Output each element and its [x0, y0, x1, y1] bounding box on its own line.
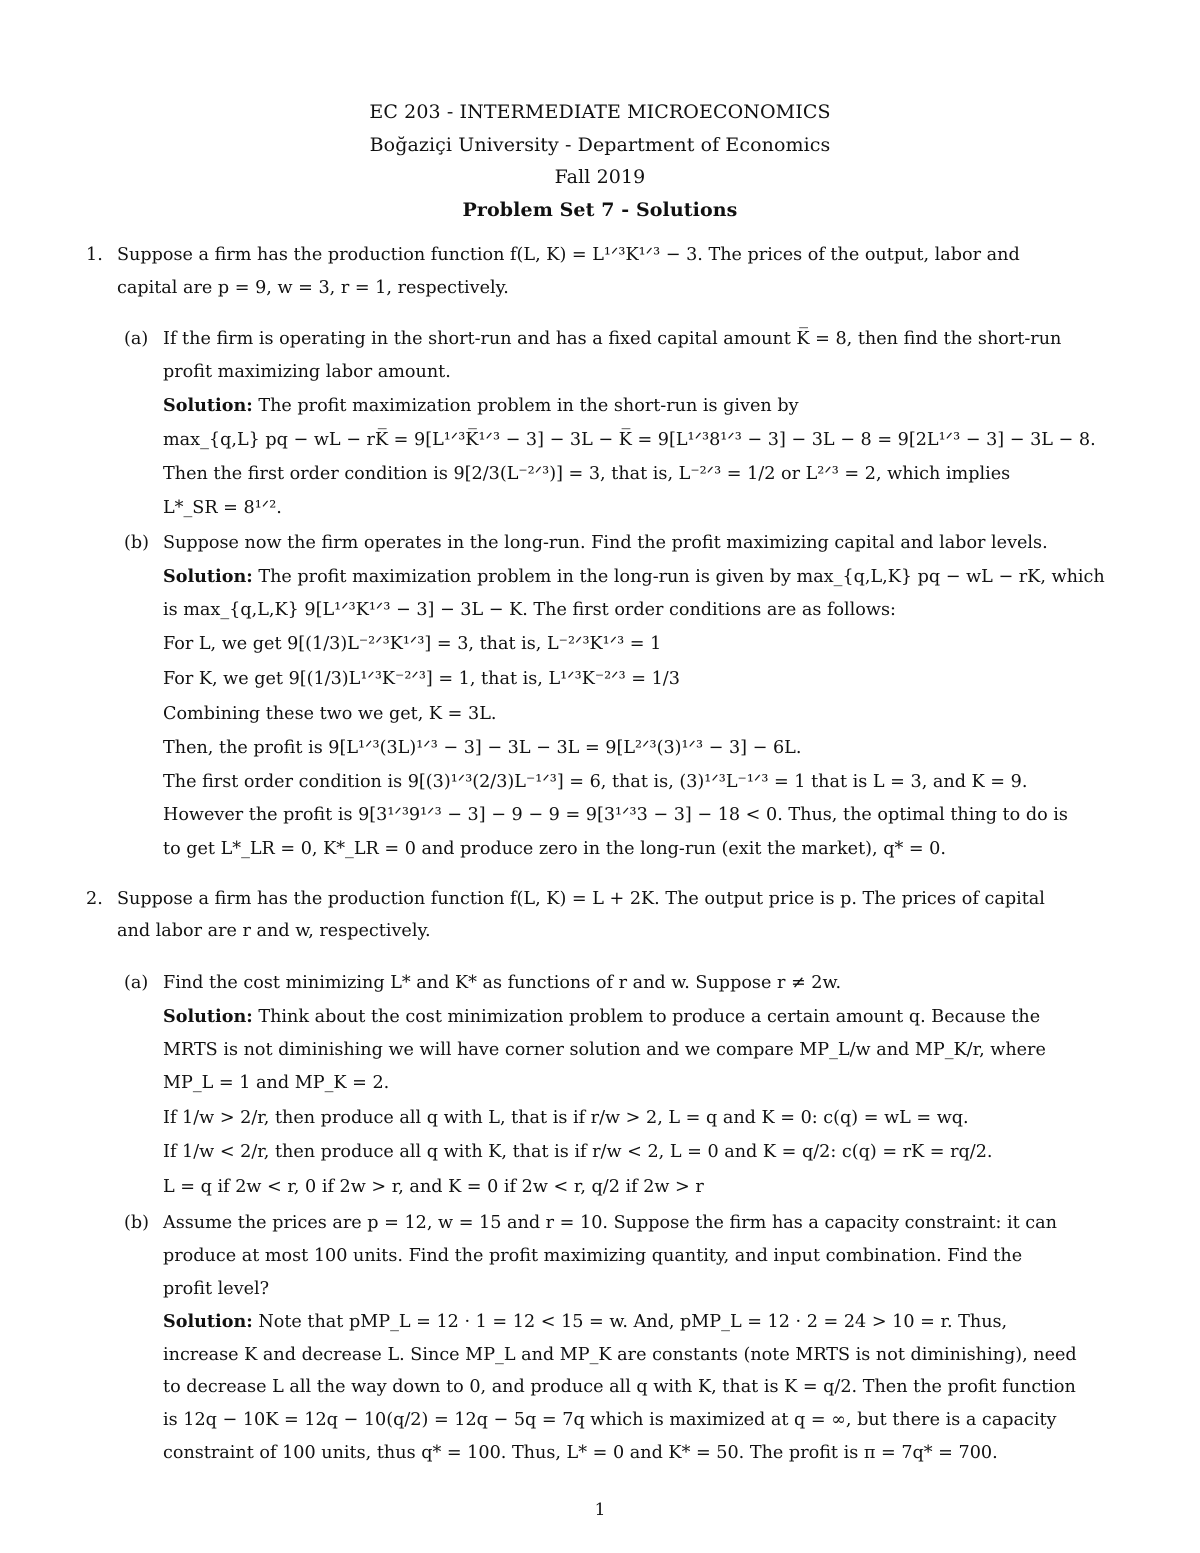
q1a-label: (a): [124, 329, 149, 349]
q1b-label: (b): [124, 533, 149, 553]
q2b-solution-line1: [163, 1310, 1007, 1334]
solution-label: Solution:: [163, 1006, 253, 1027]
problem-set-title: Problem Set 7 - Solutions: [462, 198, 738, 221]
q1b-solution-line6: Then, the profit is 9[L¹ᐟ³(3L)¹ᐟ³ − 3] − 3L − 3L = 9[L²ᐟ³(3)¹ᐟ³ − 3] − 6L.: [163, 738, 802, 758]
q1b-solution-line8: However the profit is 9[3¹ᐟ³9¹ᐟ³ − 3] − 9 − 9 = 9[3¹ᐟ³3 − 3] − 18 < 0. Thus, the optimal thing to do is: [163, 805, 1068, 825]
q2a-line1: Find the cost minimizing L* and K* as functions of r and w. Suppose r ≠ 2w.: [163, 973, 842, 993]
page-number: 1: [594, 1500, 606, 1520]
q2a-solution-line5: If 1/w < 2/r, then produce all q with K, that is if r/w < 2, L = 0 and K = q/2: c(q) = rK = rq/2.: [163, 1142, 993, 1162]
q2a-solution-line1: [163, 1005, 1040, 1029]
solution-label: Solution:: [163, 1311, 253, 1332]
q1a-solution-line2: max_{q,L} pq − wL − rK̅ = 9[L¹ᐟ³K̅¹ᐟ³ − 3] − 3L − K̅ = 9[L¹ᐟ³8¹ᐟ³ − 3] − 3L − 8 = 9[2L¹ᐟ³ − 3] − 3L − 8.: [163, 430, 1096, 450]
university-line: Boğaziçi University - Department of Economics: [369, 133, 831, 156]
q2a-solution-line6: L = q if 2w < r, 0 if 2w > r, and K = 0 if 2w < r, q/2 if 2w > r: [163, 1177, 704, 1197]
q2b-solution-text: Note that pMP_L = 12 · 1 = 12 < 15 = w. And, pMP_L = 12 · 2 = 24 > 10 = r. Thus,: [252, 1312, 1008, 1332]
q1b-solution-line1: [163, 565, 1105, 589]
q2b-solution-line3: to decrease L all the way down to 0, and produce all q with K, that is K = q/2. Then the profit function: [163, 1377, 1076, 1397]
q2b-line1: Assume the prices are p = 12, w = 15 and r = 10. Suppose the firm has a capacity constraint: it can: [163, 1213, 1057, 1233]
q2b-solution-line4: is 12q − 10K = 12q − 10(q/2) = 12q − 5q = 7q which is maximized at q = ∞, but there is a capacity: [163, 1410, 1057, 1430]
q2a-solution-line3: MP_L = 1 and MP_K = 2.: [163, 1073, 390, 1093]
q1b-solution-line2: is max_{q,L,K} 9[L¹ᐟ³K¹ᐟ³ − 3] − 3L − K. The first order conditions are as follows:: [163, 600, 896, 620]
q2-number: 2.: [86, 889, 103, 909]
q2a-solution-line4: If 1/w > 2/r, then produce all q with L, that is if r/w > 2, L = q and K = 0: c(q) = wL = wq.: [163, 1108, 969, 1128]
solution-label: Solution:: [163, 566, 253, 587]
q1a-solution-text: The profit maximization problem in the short-run is given by: [252, 396, 799, 416]
q2b-solution-line5: constraint of 100 units, thus q* = 100. Thus, L* = 0 and K* = 50. The profit is π = 7q* = 700.: [163, 1443, 998, 1463]
q2b-line3: profit level?: [163, 1279, 270, 1299]
q1b-solution-line5: Combining these two we get, K = 3L.: [163, 704, 497, 724]
q2b-solution-line2: increase K and decrease L. Since MP_L and MP_K are constants (note MRTS is not diminishing), need: [163, 1345, 1077, 1365]
q1-number: 1.: [86, 245, 103, 265]
q2a-solution-text: Think about the cost minimization problem to produce a certain amount q. Because the: [252, 1007, 1041, 1027]
q1a-line1: If the firm is operating in the short-run and has a fixed capital amount K̅ = 8, then find the short-run: [163, 329, 1062, 349]
q1a-line2: profit maximizing labor amount.: [163, 362, 451, 382]
q2a-label: (a): [124, 973, 149, 993]
term-line: Fall 2019: [554, 166, 646, 188]
q2b-label: (b): [124, 1213, 149, 1233]
solution-label: Solution:: [163, 395, 253, 416]
q1b-solution-line3: For L, we get 9[(1/3)L⁻²ᐟ³K¹ᐟ³] = 3, that is, L⁻²ᐟ³K¹ᐟ³ = 1: [163, 634, 662, 654]
q1-line1: Suppose a firm has the production function f(L, K) = L¹ᐟ³K¹ᐟ³ − 3. The prices of the output, labor and: [117, 245, 1020, 265]
q2a-solution-line2: MRTS is not diminishing we will have corner solution and we compare MP_L/w and MP_K/r, where: [163, 1040, 1046, 1060]
document-header: [0, 96, 1200, 226]
q1a-solution-line1: [163, 394, 799, 418]
q1a-solution-line4: L*_SR = 8¹ᐟ².: [163, 498, 282, 518]
q2b-line2: produce at most 100 units. Find the profit maximizing quantity, and input combination. Find the: [163, 1246, 1023, 1266]
q1b-solution-text: The profit maximization problem in the long-run is given by max_{q,L,K} pq − wL − rK, which: [252, 567, 1105, 587]
course-title: EC 203 - INTERMEDIATE MICROECONOMICS: [369, 101, 831, 123]
q1a-solution-line3: Then the first order condition is 9[2/3(L⁻²ᐟ³)] = 3, that is, L⁻²ᐟ³ = 1/2 or L²ᐟ³ = 2, which implies: [163, 464, 1011, 484]
q1b-solution-line9: to get L*_LR = 0, K*_LR = 0 and produce zero in the long-run (exit the market), q* = 0.: [163, 839, 946, 859]
q1b-line1: Suppose now the firm operates in the long-run. Find the profit maximizing capital and labor levels.: [163, 533, 1048, 553]
q1-line2: capital are p = 9, w = 3, r = 1, respectively.: [117, 278, 509, 298]
q1b-solution-line7: The first order condition is 9[(3)¹ᐟ³(2/3)L⁻¹ᐟ³] = 6, that is, (3)¹ᐟ³L⁻¹ᐟ³ = 1 that is L = 3, and K = 9.: [163, 772, 1028, 792]
q2-line2: and labor are r and w, respectively.: [117, 921, 431, 941]
q1b-solution-line4: For K, we get 9[(1/3)L¹ᐟ³K⁻²ᐟ³] = 1, that is, L¹ᐟ³K⁻²ᐟ³ = 1/3: [163, 669, 680, 689]
q2-line1: Suppose a firm has the production function f(L, K) = L + 2K. The output price is p. The prices of capital: [117, 889, 1045, 909]
